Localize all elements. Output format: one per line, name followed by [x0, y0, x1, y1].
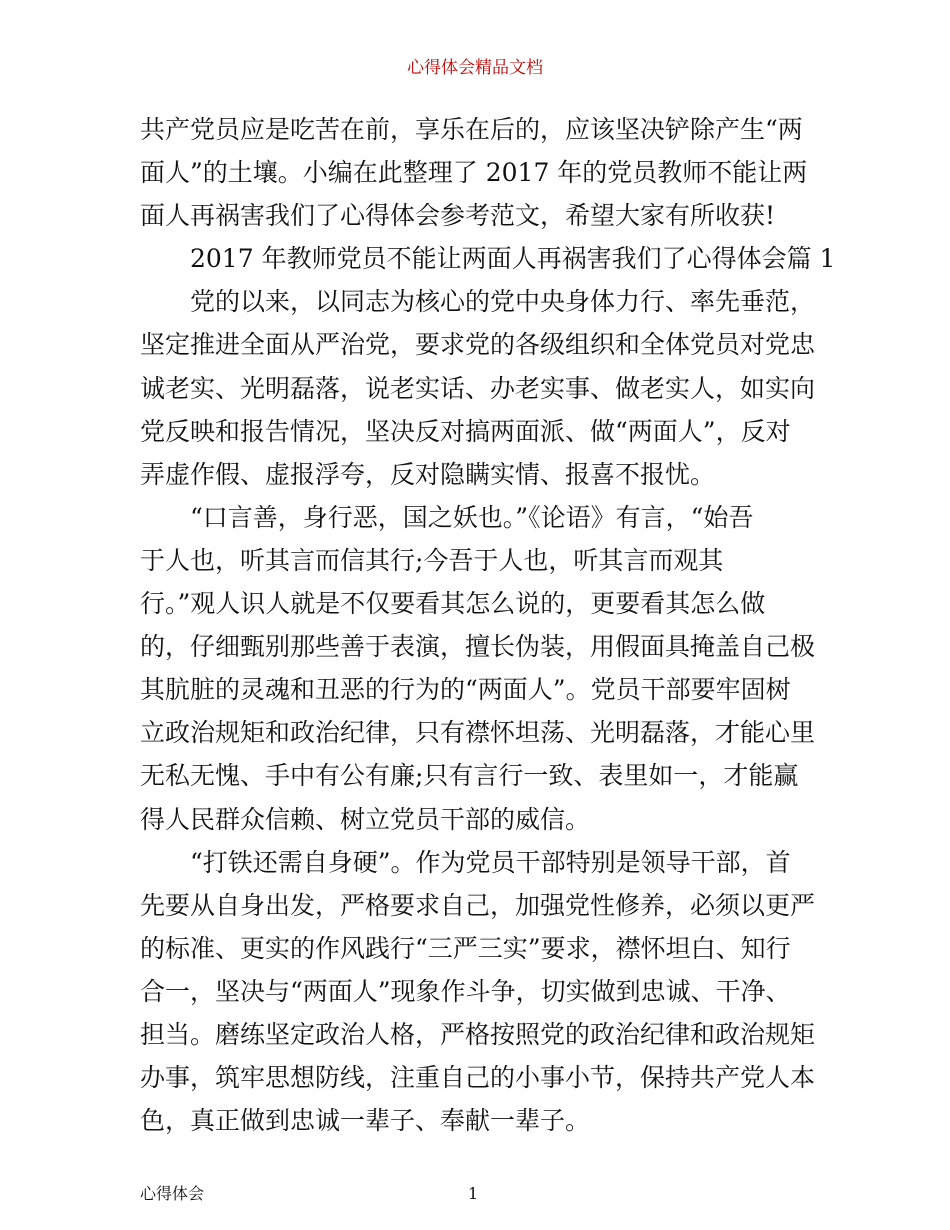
text-line: 其肮脏的灵魂和丑恶的行为的“两面人”。党员干部要牢固树 — [140, 675, 791, 705]
page-number: 1 — [468, 1184, 479, 1203]
text-line: “打铁还需自身硬”。作为党员干部特别是领导干部，首 — [190, 847, 791, 877]
text-line: 于人也，听其言而信其行;今吾于人也，听其言而观其 — [140, 545, 724, 575]
text-line: “口言善，身行恶，国之妖也。”《论语》有言，“始吾 — [190, 502, 754, 532]
text-line: 的，仔细甄别那些善于表演，擅长伪装，用假面具掩盖自己极 — [140, 632, 816, 662]
page-header-title: 心得体会精品文档 — [407, 58, 543, 78]
document-body — [140, 108, 836, 1142]
text-line: 合一，坚决与“两面人”现象作斗争，切实做到忠诚、干净、 — [140, 976, 791, 1006]
text-line: 弄虚作假、虚报浮夸，反对隐瞒实情、报喜不报忧。 — [140, 459, 716, 489]
text-line: 诚老实、光明磊落，说老实话、办老实事、做老实人，如实向 — [140, 373, 816, 403]
text-line: 色，真正做到忠诚一辈子、奉献一辈子。 — [140, 1106, 591, 1136]
text-line: 面人”的土壤。小编在此整理了 2017 年的党员教师不能让两 — [140, 158, 808, 188]
footer-label: 心得体会 — [140, 1184, 205, 1203]
text-line: 得人民群众信赖、树立党员干部的威信。 — [140, 804, 591, 834]
text-line: 先要从自身出发，严格要求自己，加强党性修养，必须以更严 — [140, 890, 816, 920]
text-line: 坚定推进全面从严治党，要求党的各级组织和全体党员对党忠 — [140, 330, 816, 360]
text-line: 办事，筑牢思想防线，注重自己的小事小节，保持共产党人本 — [140, 1063, 816, 1093]
text-line: 党反映和报告情况，坚决反对搞两面派、做“两面人”，反对 — [140, 416, 791, 446]
text-line: 的标准、更实的作风践行“三严三实”要求，襟怀坦白、知行 — [140, 933, 791, 963]
text-line: 党的以来，以同志为核心的党中央身体力行、率先垂范， — [190, 287, 816, 317]
text-line: 2017 年教师党员不能让两面人再祸害我们了心得体会篇 1 — [190, 244, 836, 274]
text-line: 行。”观人识人就是不仅要看其怎么说的，更要看其怎么做 — [140, 589, 766, 619]
text-line: 共产党员应是吃苦在前，享乐在后的，应该坚决铲除产生“两 — [140, 115, 803, 144]
text-line: 立政治规矩和政治纪律，只有襟怀坦荡、光明磊落，才能心里 — [140, 718, 816, 748]
text-line: 无私无愧、手中有公有廉;只有言行一致、表里如一，才能赢 — [140, 761, 799, 791]
text-line: 面人再祸害我们了心得体会参考范文，希望大家有所收获! — [140, 201, 776, 231]
text-line: 担当。磨练坚定政治人格，严格按照党的政治纪律和政治规矩 — [140, 1019, 816, 1049]
